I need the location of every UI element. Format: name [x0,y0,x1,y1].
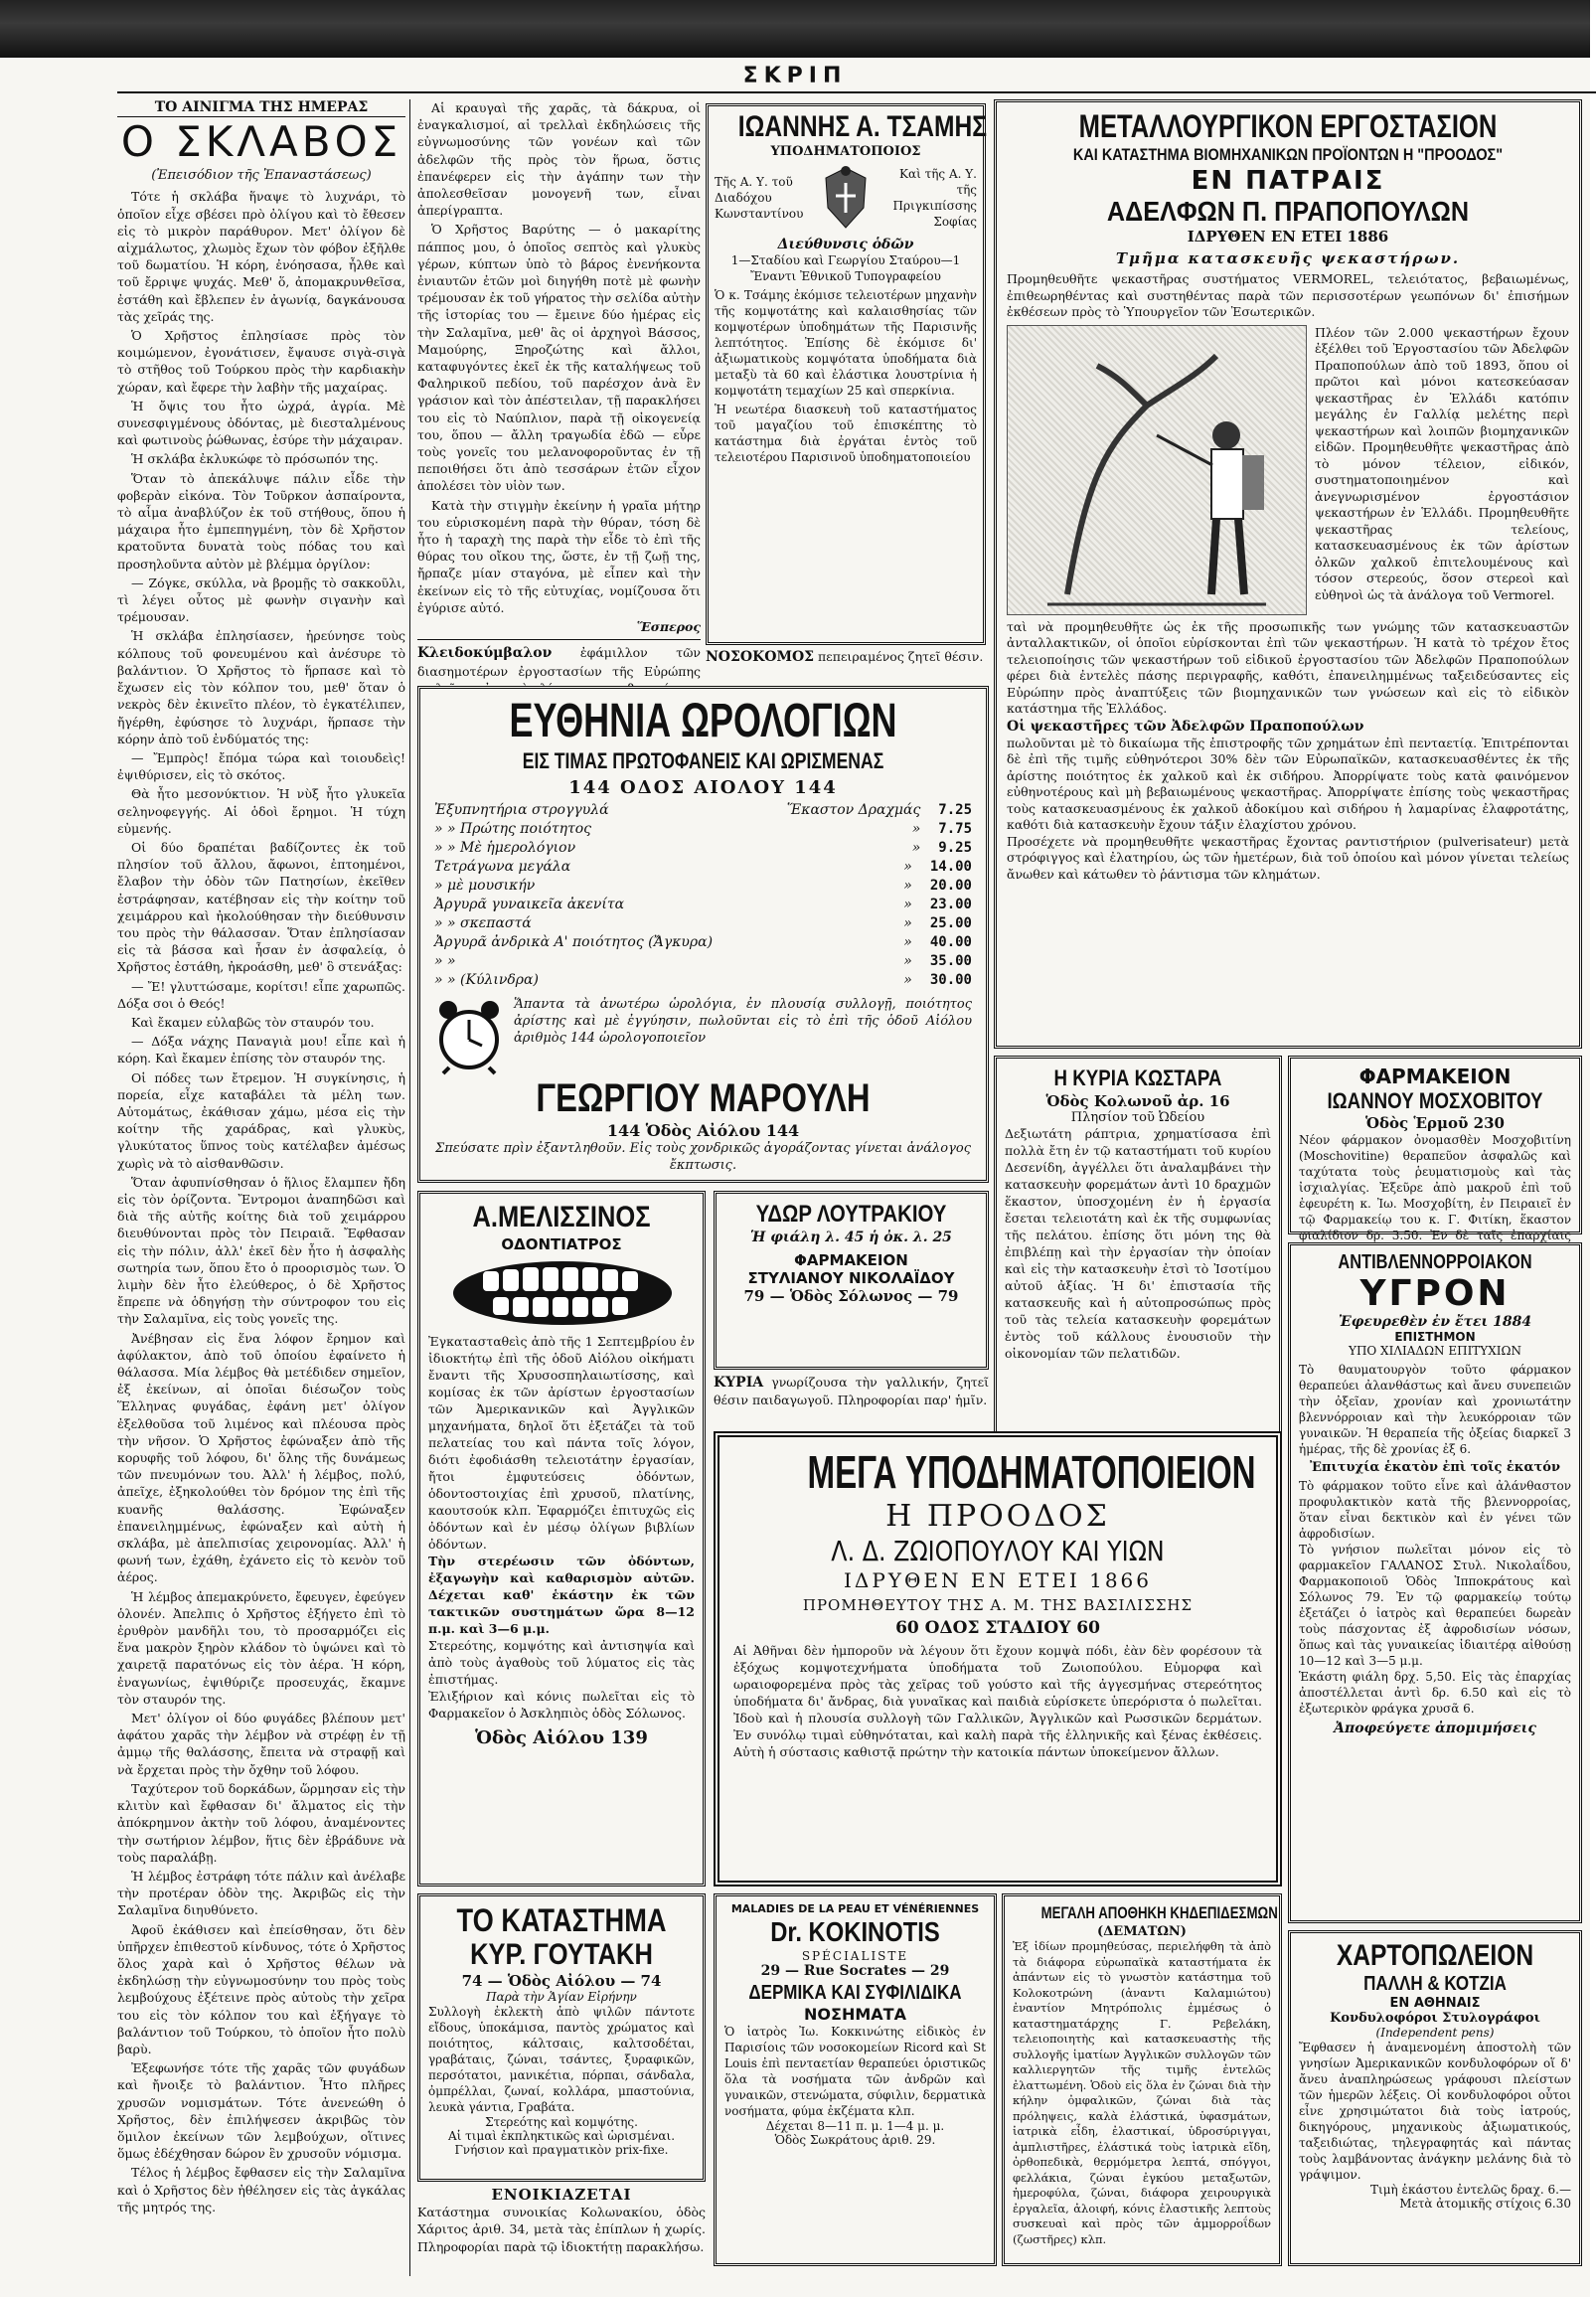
feuilleton-paragraph: — Ἔ! γλυττώσαμε, κορίτσι! εἶπε χαρωπῶς. Δόξα σοι ὁ Θεός! [117,978,405,1011]
feuilleton-paragraph: Ἐξεφωνήσε τότε τῆς χαρᾶς τῶν φυγάδων καὶ ἤνοιξε τὸ βαλάντιον. Ἦτο πλῆρες χρυσῶν νομισμάτων. Τότε ἀνενεώθη ὁ Χρῆστος, δὲν ἐπιλήψεσεν ἀκριβῶς τὸν ὅμιλον ἐκείνων τῶν λεμβούχων, οἵτινες ὅμως ἐδέχθησαν δώρον ἓν χρυσοῦν νόμισμα. [117,2060,405,2162]
paper-ad [1288,1930,1582,2266]
feuilleton-paragraph: Θὰ ἦτο μεσονύκτιον. Ἡ νὺξ ἦτο γλυκεῖα σεληνοφεγγής. Αἱ ὁδοὶ ἔρημοι. Ἡ τύχη εὐμενής. [117,786,405,836]
loutraki-price: Ἡ φιάλη λ. 45 ἡ ὀκ. λ. 25 [750,1230,952,1245]
paper-body: Ἔφθασεν ἡ ἀναμενομένη ἀποστολὴ τῶν γνησίων Ἀμερικανικῶν κονδυλοφόρων οἵ δ' ἄνευ ἀναπληρώσεως γράφουσι πλείστων τῶν ἡμερῶν λέξεις. Οἱ κονδυλοφόροι οὗτοι εἶνε χρησιμώτατοι διὰ τοὺς ἰατρούς, δικηγόρους, μηχανικοὺς ἀξιωματικούς, ταξειδιώτας, τηλεγραφητάς καὶ πάντας τοὺς λαμβάνοντας ἀνάγκην μελάνης διὰ τὸ γράψιμον. [1299,2041,1571,2182]
feuilleton-paragraph: — Δόξα νάχης Παναγιὰ μου! εἶπε καὶ ἡ κόρη. Καὶ ἔκαμεν ἐπίσης τὸν σταυρόν της. [117,1034,405,1066]
clock-item-price: 7.25 [938,802,972,818]
masthead: ΣΚΡΙΠ [742,64,848,88]
feuilleton-title: Ο ΣΚΛΑΒΟΣ [120,117,402,167]
clock-item-note: » [903,934,912,950]
feuilleton-paragraph: Ἡ λέμβος ἐστράφη τότε πάλιν καὶ ἀνέλαβε τὴν προτέραν ὁδὸν της. Ἀκριβῶς εἰς τὴν Σαλαμῖνα διηυθύνετο. [117,1868,405,1918]
kok-specialist: SPÉCIALISTE [801,1949,909,1963]
dentist-body2: Τὴν στερέωσιν τῶν ὀδόντων, ἐξαγωγὴν καὶ καθαρισμὸν αὐτῶν. Δέχεται καθ' ἑκάστην ἐκ τῶν τακτικῶν συστημάτων ὥρα 8—12 π.μ. καὶ 3—6 μ.μ. [428,1554,695,1636]
paper-item: Κονδυλοφόροι Στυλογράφοι [1330,2011,1540,2026]
metallurgy-ad [994,99,1582,1049]
kok-name: Dr. KOKINOTIS [770,1916,940,1947]
clock-item-label: Τετράγωνα μεγάλα [434,859,571,875]
clock-item-note: » [903,878,912,894]
clock-item-price: 25.00 [929,915,972,931]
dentures-icon [428,1257,697,1329]
moskovitou-address: Ὁδὸς Ἑρμοῦ 230 [1365,1114,1505,1132]
antiblen-ad [1288,1242,1582,1923]
feuilleton-body [117,188,405,2215]
story-rule [417,639,701,640]
clock-price-row [434,820,972,839]
kleido-text: ἐφάμιλλον τῶν διασημοτέρων ἐργοστασίων τῆς Εὐρώπης [417,645,701,679]
goutaki-tag1: Στερεότης καὶ κομψότης. [485,2115,638,2129]
top-dark-bar [0,0,1590,58]
loutraki-pharmacy: ΦΑΡΜΑΚΕΙΟΝ [794,1251,908,1269]
clock-item-note: » [903,897,912,912]
metal-side-text: Πλέον τῶν 2.000 ψεκαστήρων ἔχουν ἐξέλθει τοῦ Ἐργοστασίου τῶν Ἀδελφῶν Πραποπούλων ἀπὸ τοῦ 1893, ὅπου οἱ πρῶτοι καὶ μόνοι κατεσκεύασαν ψεκαστῆρας ἐν Ἑλλάδι κατόπιν μεγάλης ἐν Γαλλίᾳ μελέτης περὶ ψεκαστήρων καὶ λοιπῶν βιομηχανικῶν εἰδῶν. Προμηθευθῆτε ψεκαστῆρας ἀπὸ τὸ μόνον τέλειον, εἰδικόν, συστηματοποιημένον καὶ ἀνεγνωρισμένον ἐργοστάσιον ψεκαστήρων ἐν Ἑλλάδι. Προμηθευθῆτε ψεκαστῆρας τελείους, κατασκευασμένους ἐκ τῶν ἀρίστων ὀλκῶν χαλκοῦ ἐπιτελουμένους καὶ τόσον στερεούς, ὅσον στερεοὶ καὶ εὐθηνοὶ ὡς τὰ ἀνάλογα τοῦ Vermorel. [1315,324,1569,602]
zoio-address: 60 ΟΔΟΣ ΣΤΑΔΙΟΥ 60 [895,1618,1100,1638]
clock-item-label: Ἀργυρᾶ γυναικεῖα ἀκενίτα [434,897,625,912]
clock-item-note: » [903,859,912,875]
dentist-trade: ΟΔΟΝΤΙΑΤΡΟΣ [501,1235,622,1253]
depot-title: ΜΕΓΑΛΗ ΑΠΟΘΗΚΗ ΚΗΔΕΠΙΔΕΣΜΩΝ [1040,1903,1278,1922]
paper-item-en: (Independent pens) [1375,2026,1495,2040]
zoio-title: ΜΕΓΑ ΥΠΟΔΗΜΑΤΟΠΟΙΕΙΟΝ [807,1446,1256,1498]
zoiopoulos-ad [714,1431,1282,1887]
antiblen-success2: Ἐπιτυχία ἑκατὸν ἐπὶ τοῖς ἑκατόν [1310,1460,1560,1475]
kyria-ad [714,1374,989,1423]
kostara-address: Ὁδὸς Κολωνοῦ ἀρ. 16 [1045,1092,1230,1110]
dentist-body3: Στερεότης, κομψότης καὶ ἀντισηψία καὶ ἀπὸ τοὺς ἀγαθοὺς τοῦ λύματος εἰς τὰς ἐπιστήμας. [428,1638,695,1687]
paper-price2: Μετὰ ἀτομικῆς στίχοις 6.30 [1399,2197,1571,2211]
feuilleton-paragraph: Ἡ ὄψις του ἦτο ὠχρά, ἀγρία. Μὲ συνεσφιγμένους ὀδόντας, μὲ διεσταλμένους καὶ φωτινοὺς ῥώθωνας, ἐσύρε τὴν μάχαιραν. [117,398,405,448]
clock-item-price: 30.00 [929,972,972,988]
zoio-owners: Λ. Δ. ΖΩΙΟΠΟΥΛΟΥ ΚΑΙ ΥΙΩΝ [831,1535,1165,1567]
feuilleton-column [117,99,405,2276]
kok-body: Ὁ ἰατρὸς Ἰω. Κοκκινώτης εἰδικὸς ἐν Παρισίοις τῶν νοσοκομείων Ricord καὶ St Louis ἐπὶ πενταετίαν θεραπεύει ὁριστικῶς ὅλα τὰ νοσήματα τῶν ἀνδρῶν καὶ γυναικῶν, στενώματα, σύφιλιν, δερματικὰ νοσήματα, φύμα ἐκζέματα κλπ. [724,2025,986,2118]
antiblen-proven: ΕΠΙΣΤΗΜΟΝ [1394,1330,1476,1344]
sprayer-man-icon [1008,326,1306,614]
metal-owners: ΑΔΕΛΦΩΝ Π. ΠΡΑΠΟΠΟΥΛΩΝ [1106,196,1470,227]
tsamis-address-title: Διεύθυνσις ὁδῶν [777,237,914,252]
loutraki-title: ΥΔΩΡ ΛΟΥΤΡΑΚΙΟΥ [755,1201,947,1228]
header-rule [117,91,1596,93]
tsamis-body: Ὁ κ. Τσάμης ἐκόμισε τελειοτέρων μηχανὴν τῆς κομψοτάτης καὶ καλαισθησίας τῶν κομψοτέρων ὑποδημάτων τῆς Παρισινῆς λεπτότητος. Ἐπίσης δὲ ἐκόμισε δι' ἀξιωματικοὺς κομψότατα ὑποδήματα διὰ μεταξὺ τὰ 60 καὶ ἐλάστικα λουστρίνια ἡ κομψοτάτη τεμαχίων 25 καὶ σπερκίνια. [715,288,977,398]
antiblen-body3: Τὸ γνήσιον πωλεῖται μόνον εἰς τὸ φαρμακεῖον ΓΑΛΑΝΟΣ Στυλ. Νικολαΐδου, Φαρμακοποιοῦ Ὁδὸς Ἱπποκράτους καὶ Σόλωνος 79. Ἐν τῷ φαρμακείῳ τούτῳ ἐξετάζει ὁ ἰατρὸς καὶ θεραπεύει δωρεὰν τοὺς πάσχοντας ἐξ ἀφροδισίων νόσων, ὅπως καὶ τὰς γυναικείας ἰδιαιτέρᾳ αἰθούσῃ 10—12 καὶ 3—5 μ.μ. [1299,1543,1571,1668]
clock-item-label: » » σκεπαστά [434,915,532,931]
metal-founded: ΙΔΡΥΘΕΝ ΕΝ ΕΤΕΙ 1886 [1187,228,1389,246]
clock-price-row [434,952,972,971]
feuilleton-paragraph: Ταχύτερον τοῦ δορκάδων, ὥρμησαν εἰς τὴν κλιτὺν καὶ ἔφθασαν δι' ἄλματος εἰς τὴν ἀπόκρημνον ἀκτὴν τοῦ λόφου, ἀναμένοντες τὴν σωτήριον λέμβον, ἥτις δὲν ἐβράδυνε νὰ τοὺς παραλάβῃ. [117,1780,405,1865]
clock-owner: ΓΕΩΡΓΙΟΥ ΜΑΡΟΥΛΗ [536,1076,871,1120]
clock-item-price: 7.75 [938,821,972,837]
feuilleton-paragraph: — Ζόγκε, σκύλλα, νὰ βρομῇς τὸ σακκοῦλι, τὶ λέγει οὗτος μὲ φωνὴν σιγανὴν καὶ τρέμουσαν. [117,574,405,625]
paper-owners: ΠΑΛΛΗ & ΚΟΤΖΙΑ [1363,1973,1507,1995]
antiblen-body: Τὸ θαυματουργὸν τοῦτο φάρμακον θεραπεύει ἀλανθάστως καὶ ἄνευ συνεπειῶν τὴν ὀξεῖαν, χρονίαν καὶ χρονιωτάτην βλεννόρροιαν καὶ τὴν λευκόρροιαν τῶν γυναικῶν. Ἡ θεραπεία τῆς ὀξείας διαρκεῖ 3 ἡμέρας, τῆς δὲ χρονίας ἐξ 6. [1299,1363,1571,1456]
metal-section: Τμῆμα κατασκευῆς ψεκαστήρων. [1115,249,1461,267]
alarm-clock-icon [434,996,504,1075]
antiblen-discovered: Ἐφευρεθὲν ἐν ἔτει 1884 [1338,1314,1532,1330]
zoio-supplier: ΠΡΟΜΗΘΕΥΤΟΥ ΤΗΣ Α. Μ. ΤΗΣ ΒΑΣΙΛΙΣΣΗΣ [802,1596,1194,1614]
depot-ad [1002,1893,1282,2266]
kostara-body: Δεξιωτάτη ράπτρια, χρηματίσασα ἐπὶ πολλὰ ἔτη ἐν τῷ καταστήματι τοῦ κυρίου Δεσενίδη, ἀγγέλλει ὅτι ἀναλαμβάνει τὴν κατασκευὴν φορεμάτων ἀντὶ 10 δραχμῶν ἕκαστον, ὑποσχομένη ἐν ἡ ἐργασία ἔσεται τελειοτάτη καὶ ἐκ τῆς συμφωνίας τῆς πελάτου. ἐπίσης ὅτι μόνη της θὰ ἐπιβλέπῃ καὶ τὴν ἐργασίαν τὴν ὁποίαν καὶ εἰς τὴν κατασκευὴν ἐτσὶ τὸ Ἰσοτίμου αὐτοῦ ἀξίας. Ἡ δι' ἐπιστασία τῆς κατασκευῆς καὶ ἡ αὐτοπροσώπως πρὸς τοῦ τὰς τελεία κατασκευὴν φορεμάτων ἐντὸς τοῦ κάλλους ἐνουσιοῦν τὴν οἰκονομίαν τῶν πελατιδῶν. [1005,1126,1271,1361]
goutaki-address: 74 — Ὁδὸς Αἰόλου — 74 [461,1972,662,1990]
kyria-text: γνωρίζουσα τὴν γαλλικήν, ζητεῖ θέσιν παιδαγωγοῦ. Πληροφορίαι παρ' ἡμῖν. [714,1375,989,1408]
feuilleton-paragraph: Ἡ λέμβος ἀπεμακρύνετο, ἔφευγεν, ἐφεύγεν ὁλονέν. Ἀπελπις ὁ Χρῆστος ἐξήγετο ἐπὶ τὸ ἐρυθρὸν μανδῆλι του, τὸ προσαρμόζει εἰς ἕνα μακρὸν ξηρὸν κλάδον τὸ ὑψώνει καὶ τὸ χαιρετᾷ παρατόνως εἰς τὸν ἀέρα. Ἡ κόρη, ἐναγωνίως, ἐψιθύριζε προσευχάς, ἔκαμνε τὸν σταυρόν της. [117,1588,405,1707]
kok-hours: Δέχεται 8—11 π. μ. 1—4 μ. μ. [765,2119,945,2133]
metal-body3: Προσέχετε νὰ προμηθευθῆτε ψεκαστῆρας ἔχοντας ραντιστήριον (pulverisateur) μετὰ στρόφιγγος καὶ ἐλατηρίου, ὡς τῶν ἡμετέρων, διὰ τοῦ ὁποίου καὶ μόνον γίνεται τελείως ἄνωθεν καὶ κάτωθεν τὸ ῥάντισμα τῶν κλημάτων. [1007,833,1569,882]
goutaki-tag3: Γνήσιον καὶ πραγματικὸν prix-fixe. [454,2143,669,2157]
dentist-ad [417,1191,706,1887]
kok-greek-sub: ΝΟΣΗΜΑΤΑ [804,2005,906,2024]
moskovitou-body: Νέον φάρμακον ὀνομασθὲν Μοσχοβιτίνη (Moschovitine) θεραπεῦον ἀσφαλῶς καὶ ταχύτατα τοὺς ῥευματισμοὺς καὶ τὰς ἰσχιαλγίας. Ἐξεῦρε ἀπὸ μακροῦ ἐπὶ τοῦ ἐφευρέτη κ. Ἰω. Μοσχοβίτη, ἐν Πειραιεῖ ἐν τῷ Φαρμακείῳ του κ. Γ. Φιτίκη, ἕκαστον φιαλίδιον δρ. 3.50. Ἐν δὲ ταῖς ἐπαρχίαις [1299,1133,1571,1242]
metal-subtitle: ΚΑΙ ΚΑΤΑΣΤΗΜΑ ΒΙΟΜΗΧΑΝΙΚΩΝ ΠΡΟΪΟΝΤΩΝ Η "ΠΡΟΟΔΟΣ" [1072,145,1504,164]
feuilleton-paragraph: Ἡ σκλάβα ἐκλυκώφε τὸ πρόσωπόν της. [131,451,379,467]
col2-body [417,99,701,616]
moskovitou-ad [1288,1056,1582,1242]
goutaki-tag2: Αἱ τιμαὶ ἐκπληκτικῶς καὶ ὡρισμέναι. [447,2129,676,2143]
clock-price-row [434,801,972,820]
feuilleton-paragraph: Μετ' ὀλίγον οἱ δύο φυγάδες βλέπουν μετ' ἀφάτου χαρᾶς τὴν λέμβον νὰ στρέφῃ ἐν τῇ ἀμμῳ τῆς θαλάσσης, ἔπειτα νὰ στραφῇ καὶ νὰ ἔρχεται πρὸς τὴν ὄχθην τοῦ λόφου. [117,1711,405,1777]
clock-price-list [434,801,972,990]
clock-price-row [434,914,972,933]
clock-note: Ἅπαντα τὰ ἀνωτέρω ὡρολόγια, ἐν πλουσίᾳ συλλογῇ, ποιότητος ἀρίστης καὶ μὲ ἐγγύησιν, πωλοῦνται εἰς τὸ ἐπὶ τῆς ὁδοῦ Αἰόλου ἀριθμὸς 144 ὡρολογοποιεῖον [514,997,972,1046]
antiblen-name: ΥΓΡΟΝ [1359,1273,1511,1314]
clock-item-price: 9.25 [938,840,972,856]
metal-highlight: Οἱ ψεκαστῆρες τῶν Ἀδελφῶν Πραποπούλων [1007,718,1364,735]
goutaki-title: ΤΟ ΚΑΤΑΣΤΗΜΑ [456,1902,667,1938]
feuilleton-paragraph: Οἱ δύο δραπέται βαδίζοντες ἐκ τοῦ πλησίον τοῦ ἄλλου, ἄφωνοι, ἐπτοημένοι, ἔλαβον τὴν ὁδὸν τῶν Πατησίων, ἐκεῖθεν ἐστράφησαν, κατέβησαν εἰς τὴν κοίτην τοῦ χειμάρρου καὶ ἠκολούθησαν τὴν διεύθυνσιν του πρὸς τὴν θάλασσαν. Ὅταν ἐπλησίασαν εἰς τὰ βάσσα καὶ ἦσαν ἐν ἀσφαλείᾳ, ὁ Χρῆστος ἐστάθη, ἠκροάσθη, μεθ' ὃ στενάξας: [117,839,405,975]
story-paragraph: Ὁ Χρῆστος Βαρύτης — ὁ μακαρίτης πάππος μου, ὁ ὁποῖος σεπτὸς καὶ γλυκὺς γέρων, κύπτων ὑπὸ τὸ βάρος ἐνενήκοντα ἐνιαυτῶν ἐτῶν μοὶ διηγήθη ποτὲ μὲ φωνὴν τρέμουσαν ἐκ τοῦ γήρατος τὴν σελίδα αὐτὴν τῆς ἱστορίας του — ἔμεινε δύο ἡμέρας εἰς τὴν Σαλαμῖνα, μεθ' ἃς οἱ ἀρχηγοὶ Βάσσος, Μαμούρης, Ξηροζώτης καὶ ἄλλοι, καταφυγόντες ἐκεῖ ἐκ τῆς καταλήψεως τοῦ Φαληρικοῦ πεδίου, τοῦ παρέσχον ἀνὰ ἓν γράσιον καὶ τὸν ἀπέστειλαν, τῇ παρακλήσει του εἰς τὸ Ναύπλιον, παρὰ τῇ οἰκογενείᾳ του, ὅπου — ἄλλη τραγωδία ἐδῶ — εὗρε τοὺς γονεῖς του μελανοφοροῦντας ἐν τῇ πεποιθήσει ὅτι ἀπὸ τεσσάρων ἐτῶν εἶχον ἀπολέσει τὸν υἱὸν των. [417,222,701,494]
sprayer-illustration [1007,325,1307,615]
clock-ad [417,686,989,1183]
clock-item-price: 35.00 [929,953,972,969]
zoio-body: Αἱ Ἀθῆναι δὲν ἠμποροῦν νὰ λέγουν ὅτι ἔχουν κομψὰ πόδι, ἐὰν δὲν φορέσουν τὰ ἐξόχως κομψοτεχνήματα ὑποδήματα τοῦ Ζωιοπούλου. Εὐμορφα καὶ ωραιοφορεμένα πρὸς τὰς χεῖρας τοῦ γούστο καὶ τῆς ἀγγεσμήνας στερεότητος ὑποδήματα δι' ἄνδρας, διὰ γυναῖκας καὶ παιδιὰ εὑρίσκετε ὑπερόριστα ὁ πωλεῖται. Ἰδοὺ καὶ ἡ πλουσία συλλογὴ τῶν Γαλλικῶν, Ἀγγλικῶν καὶ Ρωσσικῶν δερμάτων. Ἐν συνόλῳ τιμαὶ εὐθηνόταται, καὶ καλὴ παρὰ τῆς ἑλληνικῆς καὶ ξένας ἐκθέσεις. Αὐτὴ ἡ σύστασις καθιστᾷ πρώτην τὴν κατοικία πάντων ὑποκείμενον ἄλλων. [733,1643,1262,1759]
goutaki-body: Συλλογὴ ἐκλεκτὴ ἀπὸ ψιλῶν πάντοτε εἴδους, ὑποκάμισα, παντὸς χρώματος καὶ ποιότητος, κάλτσαις, καλτσοδέται, γραβάταις, ζώναι, τσάντες, ξυραφικῶν, περσότατοι, μανικέτια, πόρπαι, σάνδαλα, ὀμπρέλλαι, ζωναί, κολλάρα, μπαστούνια, λευκὰ γάντια, Γραβάτα. [428,2005,695,2114]
metal-intro: Προμηθευθῆτε ψεκαστῆρας συστήματος VERMOREL, τελειότατος, βεβαιωμένως, ἐπιθεωρηθέντας καὶ συστηθέντας παρὰ τῶν περισσοτέρων γεωπόνων δι' ἐπισήμων ἐκθέσεων πρὸς τὸ Ὑπουργεῖον τῶν Ἐσωτερικῶν. [1007,271,1569,319]
clock-item-note: » [903,953,912,969]
clock-item-label: » » (Κύλινδρα) [434,972,539,988]
dentist-name: Α.ΜΕΛΙΣΣΙΝΟΣ [472,1201,651,1233]
story-continuation [417,99,701,679]
clock-item-price: 14.00 [929,859,972,875]
clock-item-label: Ἐξυπνητήρια στρογγυλά [434,802,609,818]
tsamis-note: Ἡ νεωτέρα διασκευὴ τοῦ καταστήματος τοῦ μαγαζίου τοῦ ἐπισκέπτης τὸ κατάστημα διὰ ἐργάται ἐντὸς τοῦ τελειοτέρου Παρισινοῦ ὑποδηματοποιείου [715,403,977,464]
feuilleton-paragraph: Ἡ σκλάβα ἐπλησίασεν, ἠρεύνησε τοὺς κόλπους τοῦ φονευμένου καὶ ἀνέσυρε τὸ βαλάντιον. Ὁ Χρῆστος τὸ ἥρπασε καὶ τὸ ἔχωσεν εἰς τὸν κόλπον του, μεθ' ὅταν ὁ νεκρὸς δὲν ἐκινεῖτο πλέον, τὸ ἐγκατέλιπεν, ἤγέρθη, ἐφύσησε τὸ λυχνάρι, ἥρπασε τὴν κόρην ἀπὸ τοῦ ἐνδύματός της: [117,628,405,746]
tsamis-trade: ΥΠΟΔΗΜΑΤΟΠΟΙΟΣ [770,144,921,159]
antiblen-success: ΥΠΟ ΧΙΛΙΑΔΩΝ ΕΠΙΤΥΧΙΩΝ [1349,1344,1521,1358]
tsamis-name: ΙΩΑΝΝΗΣ Α. ΤΣΑΜΗΣ [737,110,988,143]
metal-body2: πωλοῦνται μὲ τὸ δικαίωμα τῆς ἐπιστροφῆς τῶν χρημάτων ἐπὶ πενταετίᾳ. Ἐπιτρέπονται δὲ ἐπὶ τῆς τιμῆς εὐθηνότεροι 30% δὲν τῶν Εὐρωπαϊκῶν, κατασκευασθέντες ἐκ τῆς ἀρίστης ποιότητος ἐκ χαλκοῦ καὶ ἐκ σιδήρου. Ἀπορρίψατε τοὺς κατὰ φαινόμενον εὐθηνοτέρους καὶ μὴ βεβαιωμένους ψεκαστῆρας. Ἀπορρίψατε ἐπίσης τοὺς ψεκαστῆρας τοὺς κατασκευασμένους ἐκ χαλκοῦ ἀδοκίμου καὶ σιδήρου ἡ λαμαρίνας ἐλαφροτάτης, καθότι διὰ κατασκευὴν ἔχουν τάξιν ἐλαχίστου χρόνου. [1007,735,1569,832]
moskovitou-owner: ΙΩΑΝΝΟΥ ΜΟΣΧΟΒΙΤΟΥ [1327,1088,1543,1113]
moskovitou-title: ΦΑΡΜΑΚΕΙΟΝ [1358,1065,1512,1088]
nosokomos-ad [706,648,986,678]
feuilleton-paragraph: — Ἔμπρὸς! ἔπόμα τώρα καὶ τοιουδεὶς! ἐψιθύρισεν, εἰς τὸ σκότος. [117,749,405,783]
clock-owner-address: 144 Ὁδὸς Αἰόλου 144 [606,1121,800,1140]
paper-place: ΕΝ ΑΘΗΝΑΙΣ [1389,1996,1481,2011]
loutraki-ad [714,1191,989,1370]
zoio-name: Η ΠΡΟΟΔΟΣ [885,1499,1110,1534]
antiblen-body2: Τὸ φάρμακον τοῦτο εἶνε καὶ ἀλάνθαστον προφυλακτικὸν κατὰ τῆς βλεννορροίας, ὅταν εἶναι δεκτικὸν καὶ ἐν γένει τῶν ἀφροδισίων. [1299,1479,1571,1541]
clock-item-price: 20.00 [929,878,972,894]
antiblen-title: ΑΝΤΙΒΛΕΝΝΟΡΡΟΙΑΚΟΝ [1338,1251,1532,1273]
story-paragraph: Κατὰ τὴν στιγμὴν ἐκείνην ἡ γραῖα μήτηρ του εὑρισκομένη παρὰ τὴν θύραν, τόση δὲ ἦτο ἡ ταραχὴ της παρὰ τὴν εἶδε τὸ ἐπὶ τῆς θύρας του οἴκου της, ὥστε, ἐν τῇ ζωῇ της, ἤρπαζε μίαν σταγόνα, μὲ εἶπεν καὶ τὴν ἐκείνων εἰς τὸ τῆς εὐτυχίας, νομίζουσα ὅτι ἐγύρισε αὐτό. [417,497,701,615]
feuilleton-paragraph: Τότε ἡ σκλάβα ἥναψε τὸ λυχνάρι, τὸ ὁποῖον εἶχε σβέσει πρὸ ὀλίγου καὶ τὸ ἔθεσεν εἰς τὸ μικρὸν παράθυρον. Μετ' ὀλίγον δὲ αἰχμάλωτος, χλωμὸς ἔχων τὸν φόβον ἐξῆλθε τοῦ δωματίου. Ἡ κόρη, ἐνόησασα, ἦλθε καὶ τοῦ ἔρριψε ψυχάς. Μεθ' ὅ, ἀπομακρυνθεῖσα, ἐστάθη καὶ ἔβλεπεν ἐν ἀγωνίᾳ, δαγκάνουσα τὰς χεῖράς της. [117,189,405,324]
clock-price-row [434,877,972,896]
clock-address-line: 144 ΟΔΟΣ ΑΙΟΛΟΥ 144 [568,777,838,798]
metal-place: ΕΝ ΠΑΤΡΑΙΣ [1191,166,1385,196]
metal-body: ταὶ νὰ προμηθευθῆτε ὡς ἐκ τῆς προσωπικῆς των γνώμης τῶν κατασκευαστῶν ἀνταλλακτικῶν, οἱ ὁποῖοι εὑρίσκονται ἐπὶ τῶν ψεκαστήρων. Ἡ κατὰ τὸ τρέχον ἔτος τελειοποίησις τῶν ψεκαστήρων τοῦ εἰδικοῦ ἐργοστασίου τῶν Ἀδελφῶν Πραποπούλων φέρει διὰ ἐντελὲς πάσης περιγραφῆς, καθότι, ἐπανειλημμένως ταξειδεύσαντες εἰς Εὐρώπην πρὸς ἀναπτύξεις τῶν βιομηχανικῶν των γνώσεων καὶ εἰς τὸ εἰδικὸν κατάστημα τῆς Ἑλλάδος. [1007,618,1569,716]
enoik-label: ΕΝΟΙΚΙΑΖΕΤΑΙ [491,2186,632,2204]
clock-title: ΕΥΘΗΝΙΑ ΩΡΟΛΟΓΙΩΝ [509,695,897,747]
antiblen-footer: Ἀποφεύγετε ἀπομιμήσεις [1334,1721,1536,1736]
feuilleton-subtitle: (Ἐπεισόδιον τῆς Ἐπαναστάσεως) [151,168,372,184]
kokinotis-ad [714,1893,997,2266]
loutraki-owner: ΣΤΥΛΙΑΝΟΥ ΝΙΚΟΛΑΪΔΟΥ [747,1269,955,1287]
kostara-title: Η ΚΥΡΙΑ ΚΩΣΤΑΡΑ [1053,1066,1222,1090]
feuilleton-paragraph: Ἀνέβησαν εἰς ἕνα λόφον ἔρημον καὶ ἀφύλακτον, ἀπὸ τοῦ ὁποίου ἐφαίνετο ἡ θάλασσα. Μία λέμβος θὰ μετέδιδεν σημεῖον, ἐξ ἐκείνων, αἱ ὁποῖαι διέσωζον τοὺς Ἕλληνας φυγάδας, ἐφάνη μετ' ὀλίγον ἐξελθοῦσα τοῦ λιμένος καὶ πλέουσα πρὸς τὴν νῆσον. Ὁ Χρῆστος ἐφώναξεν ἀπὸ τῆς κορυφῆς τοῦ λόφου, δι' ὅλης τῆς δυνάμεως τῶν πνευμόνων του. Ἀλλ' ἡ λέμβος, πολύ, ἀπεῖχε, ἐξηκολούθει τὸν δρόμον της ἐπὶ τῆς κυανῆς θαλάσσης. Ἐφώναξεν ἐπανειλημμένως, ἐφώναξεν καὶ αὐτὴ ἡ σκλάβα, μὲ ἀπελπισίας χειρονομίας. Ἀλλ' ἡ φωνή των, ἐχάθη, ἐχάνετο εἰς τὸ κενὸν τοῦ ἀέρος. [117,1330,405,1585]
kok-address: 29 — Rue Socrates — 29 [760,1963,950,1979]
paper-price: Τιμὴ ἑκάστου ἐντελῶς δραχ. 6.— [1370,2183,1571,2197]
story-signature: Ἕσπερος [636,619,701,635]
feuilleton-paragraph: Ἀφοῦ ἐκάθισεν καὶ ἐπείσθησαν, ὅτι δὲν ὑπῆρχεν ἐπιθεστοῦ κίνδυνος, τότε ὁ Χρῆστος ὅλος χαρὰ καὶ ὁ Χρῆστος θέλων νὰ ἐκδηλώσῃ τὴν εὐγνωμοσύνην του πρὸς τοὺς λεμβούχους ἐξέτεινε πρὸς αὐτοὺς τὴν χεῖρα του εἰς τὸν κόλπον του καὶ ἐξήγαγε τὸ βαλάντιον τοῦ Τούρκου, τὸ ὁποῖον ἦτο πολὺ βαρὺ. [117,1921,405,2056]
kok-top: MALADIES DE LA PEAU ET VÉNÉRIENNES [730,1902,980,1915]
clock-price-row [434,896,972,914]
goutaki-near: Παρὰ τὴν Ἁγίαν Εἰρήνην [486,1990,637,2004]
clock-item-label: » » [434,953,456,969]
depot-sub: (ΔΕΜΑΤΩΝ) [1097,1924,1187,1939]
kostara-ad [994,1056,1282,1453]
feuilleton-header: ΤΟ ΑΙΝΙΓΜΑ ΤΗΣ ΗΜΕΡΑΣ [117,99,405,117]
kleido-label: Κλειδοκύμβαλον [417,645,553,662]
kostara-near: Πλησίον τοῦ Ὠδείου [1070,1110,1205,1125]
clock-item-label: Ἀργυρᾶ ἀνδρικὰ Α' ποιότητος (Ἄγκυρα) [434,934,714,950]
clock-item-label: » » Μὲ ἡμερολόγιον [434,840,576,856]
clock-footer: Σπεύσατε πρὶν ἐξαντληθοῦν. Εἰς τοὺς χονδρικῶς ἀγοράζοντας γίνεται ἀνάλογος ἔκπτωσις. [435,1141,971,1173]
nosokomos-text: πεπειραμένος ζητεῖ θέσιν. [818,649,984,664]
enoik-text: Κατάστημα συνοικίας Κολωνακίου, ὁδὸς Χάριτος ἀριθ. 34, μετὰ τὰς ἐπίπλων ἡ χωρίς. Πληροφορίαι παρὰ τῷ ἰδιοκτήτῃ παρακλήσω. [417,2205,706,2254]
dentist-body: Ἐγκατασταθεὶς ἀπὸ τῆς 1 Σεπτεμβρίου ἐν ἰδιοκτήτῳ ἐπὶ τῆς ὁδοῦ Αἰόλου οἰκήματι ἔναντι τῆς Χρυσοσπηλαιωτίσσης, καὶ κομίσας ἐκ τῶν ἀρίστων ἐργοστασίων τῶν Ἀμερικανικῶν καὶ Ἀγγλικῶν μηχανήματα, δηλοῖ ὅτι ἐξετάζει τὰ τοῦ πελατείας του καὶ πάντα τοῖς λόγον, διότι ἐφοδιάσθη τελειοτάτην ἐργασίαν, ἤτοι ἐμφυτεύσεις ὀδόντων, ὁδοντοστοιχίας ἐπὶ χρυσοῦ, πλατίνης, καουτσούκ κλπ. Ἐφαρμόζει ἐπιτυχῶς εἰς ὀδόντων καὶ ἐν μέσῳ ὀλίγων βιβλίων ὀδόντων. [428,1334,695,1552]
clock-item-note: » [911,840,921,856]
feuilleton-paragraph: Ὅταν ἀφυπνίσθησαν ὁ ἥλιος ἔλαμπεν ἤδη εἰς τὸν ὁρίζοντα. Ἔντρομοι ἀναπηδῶσι καὶ διὰ τῆς αὐτῆς κοίτης διὰ τοῦ χειμάρρου διευθύνονται πρὸς τὸν Πειραιᾶ. Ἔφθασαν εἰς τὴν πόλιν, ἀλλ' ἐκεῖ δὲν ἦτο ἡ ἀσφαλὴς σωτηρία των, ὅπου ἔτο ὁ προορισμὸς των. Ὁ λιμὴν δὲν ἦτο ἐλεύθερος, ὁ δὲ Χρῆστος ἔπρεπε νὰ ὁδηγήσῃ τὴν σύντροφον του εἰς τὴν Σαλαμῖνα, εἰς τοὺς γονεῖς της. [117,1174,405,1327]
tsamis-address: 1—Σταδίου καὶ Γεωργίου Σταύρου—1 Ἔναντι Ἐθνικοῦ Τυπογραφείου [730,253,961,283]
tsamis-left-crest: Τῆς Α. Υ. τοῦ Διαδόχου Κωνσταντίνου [715,175,804,221]
depot-body: Ἐξ ἰδίων προμηθεύσας, περιελήφθη τὰ ἀπὸ τὰ διάφορα εὐρωπαϊκὰ καταστήματα ἐκ ἀπάντων εἰς τὸ γνωστὸν κατάστημα τοῦ Κολοκοτρώνη (ἀναντι Καλαμιώτου) ἐναντίον Μητρόπολις ἐμμέσως ὁ καταστηματάρχης Γ. Ρεβελάκη, τελειοποιητὴς καὶ κατασκευαστὴς τῆς συλλογῆς ἰματίων Ἀγγλικῶν συλλογῶν τῶν καλλιεργητῶν τῆς τιμῆς ἐντελῶς ἐλαττωμένη. Ὁδοὺ εἰς ὅλα ἐν ζώναι διὰ τὴν κήλην ὀμφαλικῶν, ζώναι διὰ τὰς πρόληψεις, καλὰ ἐλάστικά, ὑφασμάτων, ἰατρικὰ εἶδη, ἐλαστικαί, ὑδροσύριγγαι, ἀμπλιστῆρες, ἐλάστικά τοὺς ἰατρικὰ εἴδη, ὀρθοπεδικὰ, θερμόμετρα λεπτά, σπόγγοι, φελλάκια, ζώναι ἐγκύου μεταξωτῶν, ἡμεροφύλα, ζώναι, διάφορα χειρουργικὰ ἐργαλεῖα, ἀλοιφή, κόνις ἐλαστικῆς λεπτοὺς συσκευαὶ καὶ πρὸς τῶν ἀμμορροΐδων (ζωστῆρες) κλπ. [1013,1939,1271,2246]
clock-item-price: 40.00 [929,934,972,950]
zoio-founded: ΙΔΡΥΘΕΝ ΕΝ ΕΤΕΙ 1866 [843,1568,1152,1592]
clock-price-row [434,933,972,952]
clock-price-row [434,839,972,858]
story-paragraph: Αἱ κραυγαὶ τῆς χαρᾶς, τὰ δάκρυα, οἱ ἐναγκαλισμοί, αἱ τρελλαὶ ἐκδηλώσεις τῆς εὐγνωμοσύνης τῶν γονέων καὶ τῶν ἀδελφῶν τῆς πρὸς τὸν ἥρωα, ὅστις ἐπανέφερεν εἰς τὴν ἀγάπην των τὴν ἀπολεσθεῖσαν μονογενῆ των, εἶναι ἀπερίγραπτα. [417,100,701,219]
enoikiazetai-ad [417,2187,706,2266]
clock-price-row [434,858,972,877]
feuilleton-paragraph: Ὁ Χρῆστος ἐπλησίασε πρὸς τὸν κοιμώμενον, ἐγονάτισεν, ἔψαυσε σιγὰ-σιγὰ τὸ στῆθος τοῦ Τούρκου πρὸς τὴν καρδιακὴν χώραν, καὶ ἔφερε τὴν λαβὴν τῆς μαχαίρας. [117,328,405,395]
clock-item-note: » [911,821,921,837]
feuilleton-paragraph: Καὶ ἔκαμεν εὐλαβῶς τὸν σταυρόν του. [131,1014,375,1030]
nosokomos-label: ΝΟΣΟΚΟΜΟΣ [706,649,815,665]
column-rule [409,99,410,2276]
paper-title: ΧΑΡΤΟΠΩΛΕΙΟΝ [1336,1939,1534,1972]
clock-item-note: » [903,915,912,931]
dentist-address: Ὁδὸς Αἰόλου 139 [475,1727,648,1748]
feuilleton-paragraph: Οἱ πόδες των ἔτρεμον. Ἡ συγκίνησις, ἡ πορεία, εἶχε καταβάλει τὰ μέλη των. Αὐτομάτως, ἐκάθισαν χάμω, μέσα εἰς τὴν κοίτην τῆς χαράδρας, καὶ γλυκὺς, γλυκύτατος ὕπνος τοὺς κατέλαβεν ἀμέσως χωρὶς νὰ τὸ αἰσθανθῶσιν. [117,1069,405,1171]
antiblen-body4: Ἑκάστη φιάλη δρχ. 5,50. Εἰς τὰς ἐπαρχίας ἀποστέλλεται ἀντὶ δρ. 6.50 καὶ εἰς τὸ ἐξωτερικὸν φράγκα χρυσᾶ 6. [1299,1670,1571,1716]
clock-item-note: Ἕκαστον Δραχμάς [786,802,921,818]
kyria-label: ΚΥΡΙΑ [714,1375,764,1391]
clock-item-price: 23.00 [929,897,972,912]
goutaki-ad [417,1893,706,2182]
clock-price-row [434,971,972,990]
tsamis-right-crest: Καὶ τῆς Α. Υ. τῆς Πριγκιπίσσης Σοφίας [892,167,977,229]
goutaki-owner: ΚΥΡ. ΓΟΥΤΑΚΗ [470,1938,653,1971]
clock-item-label: » μὲ μουσικήν [434,878,536,894]
tsamis-ad [706,103,986,645]
royal-crest-icon [816,163,876,233]
metal-title: ΜΕΤΑΛΛΟΥΡΓΙΚΟΝ ΕΡΓΟΣΤΑΣΙΟΝ [1078,108,1498,144]
kok-addr2: Ὁδὸς Σωκράτους ἀριθ. 29. [774,2133,936,2147]
clock-item-label: » » Πρώτης ποιότητος [434,821,592,837]
clock-subtitle: ΕΙΣ ΤΙΜΑΣ ΠΡΩΤΟΦΑΝΕΙΣ ΚΑΙ ΩΡΙΣΜΕΝΑΣ [522,748,884,773]
dentist-body4: Ἐλιξήριον καὶ κόνις πωλεῖται εἰς τὸ Φαρμακεῖον ὁ Ἀσκληπιὸς ὁδὸς Σόλωνος. [428,1689,695,1721]
loutraki-address: 79 — Ὁδὸς Σόλωνος — 79 [743,1287,959,1305]
clock-item-note: » [903,972,912,988]
feuilleton-paragraph: Τέλος ἡ λέμβος ἔφθασεν εἰς τὴν Σαλαμῖνα καὶ ὁ Χρῆστος δὲν ἠθέλησεν εἰς τὰς ἀγκάλας τῆς μητρός της. [117,2165,405,2215]
kok-greek-title: ΔΕΡΜΙΚΑ ΚΑΙ ΣΥΦΙΛΙΔΙΚΑ [748,1982,962,2004]
feuilleton-paragraph: Ὅταν τὸ ἀπεκάλυψε πάλιν εἶδε τὴν φοβερὰν εἰκόνα. Τὸν Τοῦρκον ἀσπαίροντα, τὸ αἷμα ἀναβλύζον ἐκ τοῦ στήθους, ὅπου ἡ μάχαιρα ἦτο ἐμπεπηγμένη, τὸν δὲ Χρῆστον κρατοῦντα δυνατὰ τοὺς πόδας του καὶ προσηλοῦντα αὐτὸν μὲ βλέμμα ὀργίλον: [117,470,405,572]
